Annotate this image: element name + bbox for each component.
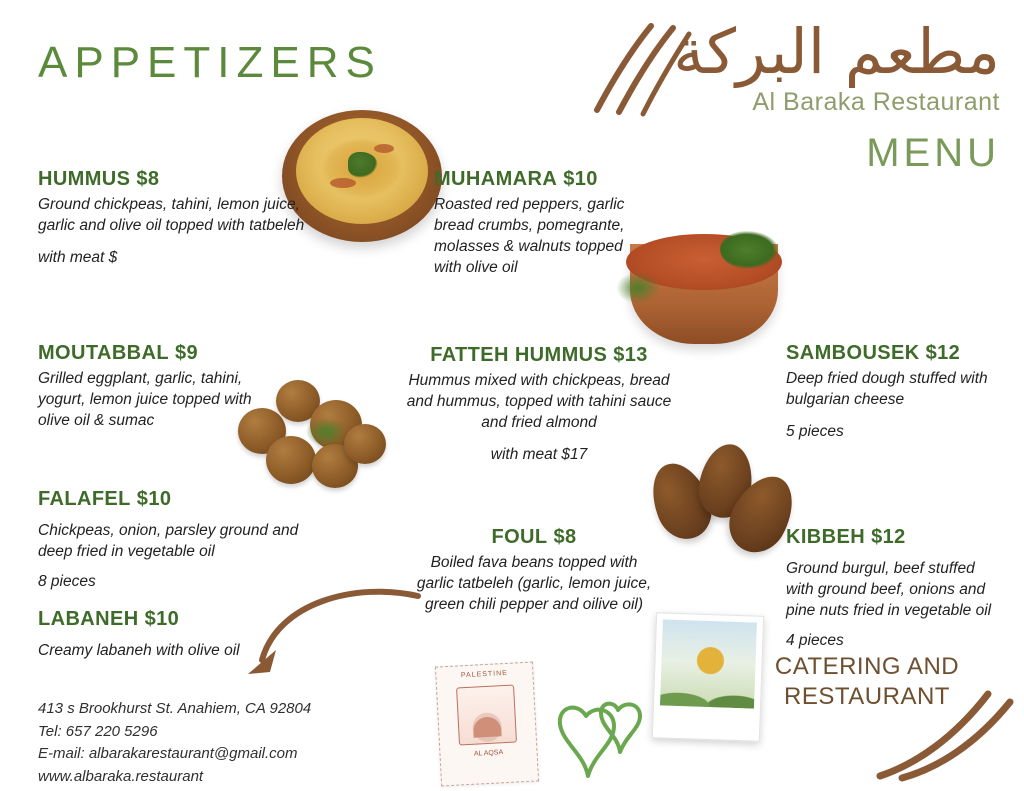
item-heading xyxy=(786,526,1001,549)
item-description: Ground chickpeas, tahini, lemon juice, garlic and olive oil topped with tatbeleh xyxy=(38,196,305,234)
stamp-top-text: PALESTINE xyxy=(460,669,509,680)
parsley-garnish xyxy=(720,230,780,270)
catering-line-1: CATERING AND xyxy=(774,653,960,680)
item-heading xyxy=(786,342,996,365)
item-price: $12 xyxy=(871,526,906,548)
parsley-garnish xyxy=(306,418,346,446)
dome-illustration-icon xyxy=(456,685,517,746)
item-name: FALAFEL xyxy=(38,488,131,510)
menu-item-kibbeh xyxy=(786,526,1001,650)
item-description: Roasted red peppers, garlic bread crumbs, pomegrante, molasses & walnuts topped with olive oil xyxy=(434,196,625,276)
item-description: Creamy labaneh with olive oil xyxy=(38,642,240,659)
item-price: $10 xyxy=(563,168,598,190)
item-price: $8 xyxy=(553,526,577,548)
item-note: 8 pieces xyxy=(38,572,96,590)
contact-phone: Tel: 657 220 5296 xyxy=(38,722,158,740)
falafel-ball xyxy=(266,436,316,484)
contact-address: 413 s Brookhurst St. Anahiem, CA 92804 xyxy=(38,700,312,717)
item-name: FOUL xyxy=(491,526,548,548)
item-name: FATTEH HUMMUS xyxy=(430,344,608,366)
catering-line-2: RESTAURANT xyxy=(784,683,950,710)
menu-word: MENU xyxy=(866,131,1000,176)
item-name: MOUTABBAL xyxy=(38,342,169,364)
item-heading xyxy=(38,488,308,511)
menu-item-hummus xyxy=(38,168,308,267)
hummus-paprika xyxy=(330,178,356,188)
stamp-bottom-text: AL AQSA xyxy=(473,749,504,758)
curved-arrow-icon xyxy=(236,588,426,678)
item-heading xyxy=(38,168,308,191)
item-price: $13 xyxy=(613,344,648,366)
item-note: 4 pieces xyxy=(786,631,844,649)
item-heading xyxy=(414,526,654,549)
menu-item-sambousek xyxy=(786,342,996,441)
item-heading xyxy=(434,168,654,191)
menu-item-falafel xyxy=(38,488,308,591)
swoosh-decoration-icon xyxy=(876,672,1016,782)
dome-of-the-rock-illustration xyxy=(660,619,757,708)
item-price: $8 xyxy=(136,168,160,190)
contact-block xyxy=(38,698,311,788)
item-name: SAMBOUSEK xyxy=(786,342,920,364)
item-note: with meat $17 xyxy=(490,445,588,463)
hearts-decoration-icon xyxy=(556,688,646,784)
item-description: Hummus mixed with chickpeas, bread and hummus, topped with tahini sauce and fried almond xyxy=(406,372,672,431)
item-heading xyxy=(38,342,278,365)
menu-item-foul xyxy=(414,526,654,616)
item-price: $10 xyxy=(136,488,172,510)
contact-email: E-mail: albarakarestaurant@gmail.com xyxy=(38,745,298,762)
page-title: APPETIZERS xyxy=(38,38,382,87)
item-note: with meat $ xyxy=(38,248,118,266)
menu-item-fatteh-hummus xyxy=(404,344,674,464)
postage-stamp-decoration xyxy=(435,662,539,787)
item-name: HUMMUS xyxy=(38,168,131,190)
hummus-paprika xyxy=(374,144,394,153)
item-description: Deep fried dough stuffed with bulgarian cheese xyxy=(786,370,988,408)
polaroid-photo-decoration xyxy=(652,612,764,742)
item-description: Grilled eggplant, garlic, tahini, yogurt, lemon juice topped with olive oil & sumac xyxy=(38,370,252,429)
item-price: $9 xyxy=(174,342,199,364)
menu-item-muhamara xyxy=(434,168,654,279)
item-description: Boiled fava beans topped with garlic tatbeleh (garlic, lemon juice, green chili pepper and oilive oil) xyxy=(416,554,652,613)
logo-block xyxy=(670,15,1000,176)
parsley-garnish xyxy=(348,152,378,178)
item-description: Chickpeas, onion, parsley ground and deep fried in vegetable oil xyxy=(38,522,299,560)
item-note: 5 pieces xyxy=(786,422,844,440)
item-price: $10 xyxy=(144,608,180,630)
menu-item-moutabbal xyxy=(38,342,278,432)
item-description: Ground burgul, beef stuffed with ground beef, onions and pine nuts fried in vegetable oil xyxy=(786,560,992,619)
logo-arabic-text: مطعم البركة xyxy=(673,15,1000,88)
falafel-ball xyxy=(344,424,386,464)
item-name: KIBBEH xyxy=(786,526,866,548)
contact-website: www.albaraka.restaurant xyxy=(38,767,204,785)
item-name: LABANEH xyxy=(38,608,139,630)
item-price: $12 xyxy=(925,342,961,364)
item-name: MUHAMARA xyxy=(434,168,558,190)
restaurant-name: Al Baraka Restaurant xyxy=(752,88,1000,117)
item-heading xyxy=(404,344,674,367)
